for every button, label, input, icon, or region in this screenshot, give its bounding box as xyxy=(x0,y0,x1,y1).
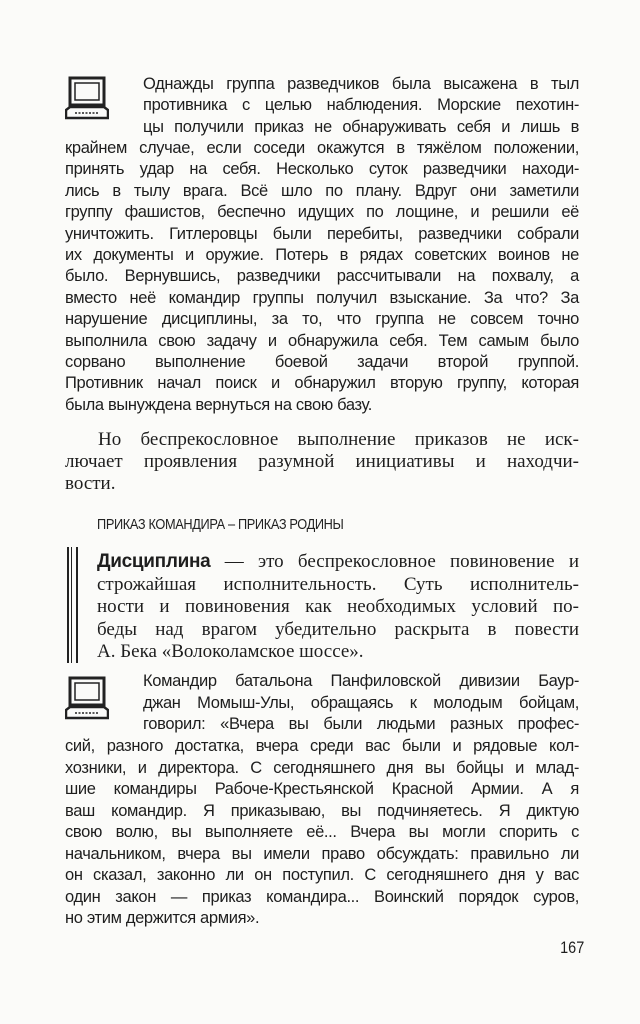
text-line: противника с целью наблюдения. Морские пехотин- xyxy=(143,96,579,115)
text-line: вместо неё командир группы получил взыскание. За что? За xyxy=(65,288,579,307)
text-line: сий, разного достатка, вчера среди вас были и рядовые кол- xyxy=(65,737,579,755)
page-number: 167 xyxy=(560,938,585,957)
computer-icon xyxy=(65,676,109,720)
text-line: Противник начал поиск и обнаружил вторую группу, которая xyxy=(65,374,579,393)
text-line xyxy=(97,551,579,574)
text-line: Командир батальона Панфиловской дивизии Баур- xyxy=(143,672,579,690)
definition-term: Дисциплина xyxy=(97,551,211,572)
text-line: джан Момыш-Улы, обращаясь к молодым бойцам, xyxy=(143,693,579,712)
text-line: группу фашистов, беспечно идущих по лощине, и решили её xyxy=(65,203,579,222)
definition-bar xyxy=(67,547,78,663)
text-line: начальником, вчера вы имели право обсуждать: правильно ли xyxy=(65,844,579,863)
text-line: выполнила свою задачу и обнаружила себя. Тем самым было xyxy=(65,331,579,350)
text-line: лись в тылу врага. Всё шло по плану. Вдруг они заметили xyxy=(65,181,579,200)
block3-body xyxy=(65,736,579,930)
text-line: сорвано выполнение боевой задачи второй группой. xyxy=(65,353,579,372)
text-line: лючает проявления разумной инициативы и находчи- xyxy=(65,451,579,472)
text-line: их документы и оружие. Потерь в рядах советских воинов не xyxy=(65,246,579,265)
text-line: было. Вернувшись, разведчики рассчитывали на похвалу, а xyxy=(65,267,579,286)
text-line: хозники, и директора. С сегодняшнего дня вы бойцы и млад- xyxy=(65,758,579,777)
paragraph2 xyxy=(65,429,579,495)
definition-text: — это беспрекословное повиновение и xyxy=(210,551,579,572)
block1-indented xyxy=(143,74,579,138)
text-line: крайнем случае, если соседи окажутся в тяжёлом положении, xyxy=(65,139,579,157)
text-line: Однажды группа разведчиков была высажена в тыл xyxy=(143,75,579,93)
text-line: но этим держится армия». xyxy=(65,909,260,927)
block1-body xyxy=(65,138,579,416)
text-line: нарушение дисциплины, за то, что группа не совсем точно xyxy=(65,310,579,329)
text-line: была вынуждена вернуться на свою базу. xyxy=(65,395,372,414)
definition xyxy=(97,551,579,664)
text-line: один закон — приказ командира... Воинский порядок суров, xyxy=(65,887,579,906)
text-line: он сказал, законно ли он поступил. С сегодняшнего дня у вас xyxy=(65,866,579,884)
text-line: цы получили приказ не обнаруживать себя и лишь в xyxy=(143,117,579,136)
section-heading: ПРИКАЗ КОМАНДИРА – ПРИКАЗ РОДИНЫ xyxy=(97,517,344,533)
text-line: свою волю, вы выполняете её... Вчера вы могли спорить с xyxy=(65,823,579,841)
text-line: А. Бека «Волоколамское шоссе». xyxy=(97,641,364,662)
text-line: уничтожить. Гитлеровцы были перебиты, разведчики собрали xyxy=(65,224,579,243)
text-line: говорил: «Вчера вы были людьми разных профес- xyxy=(143,715,579,733)
block3-indented xyxy=(143,671,579,736)
text-line: ваш командир. Я приказываю, вы подчиняетесь. Я диктую xyxy=(65,801,579,820)
text-line: Но беспрекословное выполнение приказов не иск- xyxy=(98,429,579,450)
text-line: беды над врагом убедительно раскрыта в повести xyxy=(97,618,579,640)
text-line: ности и повиновения как необходимых условий по- xyxy=(97,596,579,617)
computer-icon xyxy=(65,76,109,120)
text-line: строжайшая исполнительность. Суть исполнитель- xyxy=(97,573,579,595)
text-line: шие командиры Рабоче-Крестьянской Красной Армии. А я xyxy=(65,780,579,798)
text-line: вости. xyxy=(65,473,116,494)
text-line: принять удар на себя. Несколько суток разведчики находи- xyxy=(65,160,579,179)
